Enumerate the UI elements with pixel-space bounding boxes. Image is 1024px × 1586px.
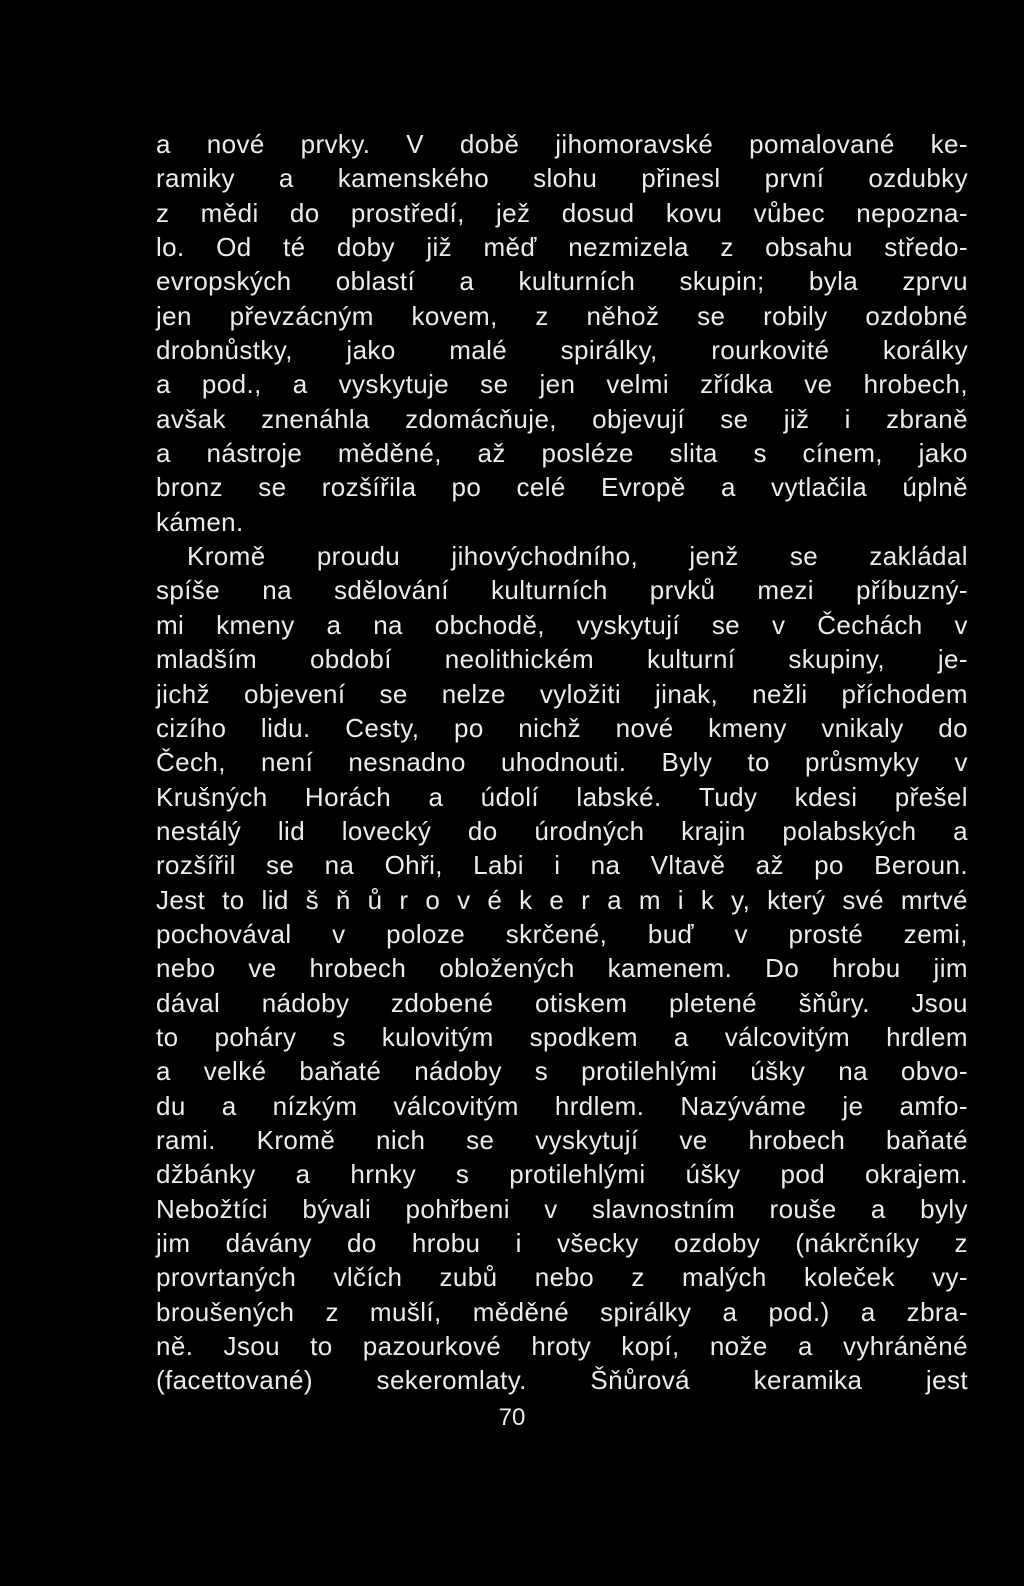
text-line: mladším období neolithickém kulturní skupiny, je-: [156, 644, 968, 675]
text-line: džbánky a hrnky s protilehlými úšky pod okrajem.: [156, 1159, 968, 1190]
text-line: nebo ve hrobech obložených kamenem. Do hrobu jim: [156, 953, 968, 984]
text-line: to poháry s kulovitým spodkem a válcovitým hrdlem: [156, 1021, 968, 1052]
text-line: du a nízkým válcovitým hrdlem. Nazýváme je amfo-: [156, 1090, 968, 1121]
text-line: spíše na sdělování kulturních prvků mezi příbuzný-: [156, 575, 968, 606]
text-line: broušených z mušlí, měděné spirálky a pod.) a zbra-: [156, 1296, 968, 1327]
text-line: a nové prvky. V době jihomoravské pomalované ke-: [156, 129, 968, 159]
text-line: a nástroje měděné, až posléze slita s cínem, jako: [156, 438, 968, 469]
paragraph-start-line: Kromě proudu jihovýchodního, jenž se zakládal: [187, 541, 968, 572]
page-number: 70: [498, 1404, 526, 1431]
text-line: drobnůstky, jako malé spirálky, rourkovité korálky: [156, 335, 968, 366]
body-text: [156, 127, 968, 1398]
text-line: lo. Od té doby již měď nezmizela z obsahu středo-: [156, 232, 968, 263]
text-line: nestálý lid lovecký do úrodných krajin polabských a: [156, 815, 968, 846]
text-line: Krušných Horách a údolí labské. Tudy kdesi přešel: [156, 781, 968, 812]
text-line: provrtaných vlčích zubů nebo z malých koleček vy-: [156, 1262, 968, 1293]
text-line: jim dávány do hrobu i všecky ozdoby (nákrčníky z: [156, 1228, 968, 1258]
text-line: jichž objevení se nelze vyložiti jinak, nežli příchodem: [156, 678, 968, 709]
text-line: rami. Kromě nich se vyskytují ve hrobech baňaté: [156, 1124, 968, 1155]
text-line: avšak znenáhla zdomácňuje, objevují se již i zbraně: [156, 403, 968, 434]
text-line: Nebožtíci bývali pohřbeni v slavnostním rouše a byly: [156, 1193, 968, 1224]
text-line: Jest to lid š ň ů r o v é k e r a m i k y, který své mrtvé: [156, 884, 968, 915]
text-line: pochovával v poloze skrčené, buď v prosté zemi,: [156, 918, 968, 949]
text-line: dával nádoby zdobené otiskem pletené šňůry. Jsou: [156, 987, 968, 1018]
text-line: rozšířil se na Ohři, Labi i na Vltavě až po Beroun.: [156, 850, 968, 881]
text-line: ramiky a kamenského slohu přinesl první ozdubky: [156, 163, 968, 194]
text-line: mi kmeny a na obchodě, vyskytují se v Čechách v: [156, 609, 968, 640]
text-line: Čech, není nesnadno uhodnouti. Byly to průsmyky v: [156, 747, 968, 778]
text-line: a velké baňaté nádoby s protilehlými úšky na obvo-: [156, 1056, 968, 1087]
text-line: ně. Jsou to pazourkové hroty kopí, nože a vyhráněné: [156, 1331, 968, 1362]
text-line: (facettované) sekeromlaty. Šňůrová keramika jest: [156, 1365, 968, 1396]
text-line: bronz se rozšířila po celé Evropě a vytlačila úplně: [156, 472, 968, 503]
paragraph-end-line: kámen.: [156, 506, 244, 537]
text-line: z mědi do prostředí, jež dosud kovu vůbec nepozna-: [156, 197, 968, 228]
text-line: jen převzácným kovem, z něhož se robily ozdobné: [156, 300, 968, 331]
text-line: evropských oblastí a kulturních skupin; byla zprvu: [156, 266, 968, 297]
text-line: a pod., a vyskytuje se jen velmi zřídka ve hrobech,: [156, 369, 968, 400]
text-line: cizího lidu. Cesty, po nichž nové kmeny vnikaly do: [156, 712, 968, 743]
